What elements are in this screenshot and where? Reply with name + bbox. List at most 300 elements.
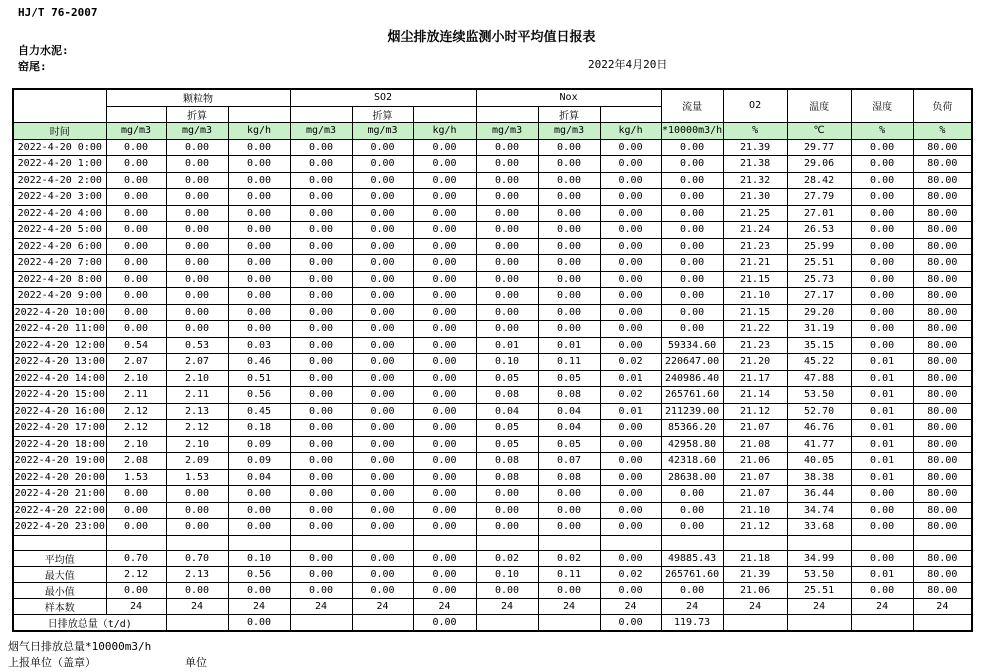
- value-cell: 0.00: [228, 255, 290, 272]
- value-cell: 21.21: [723, 255, 787, 272]
- value-cell: 2.13: [166, 403, 228, 420]
- empty-cell: [413, 535, 476, 550]
- value-cell: 28638.00: [661, 469, 723, 486]
- value-cell: 21.07: [723, 469, 787, 486]
- value-cell: 80.00: [913, 271, 972, 288]
- summary-value-cell: 24: [166, 598, 228, 614]
- value-cell: 2.11: [166, 387, 228, 404]
- summary-value-cell: 0.00: [228, 582, 290, 598]
- value-cell: 0.00: [851, 304, 913, 321]
- value-cell: 80.00: [913, 436, 972, 453]
- value-cell: 0.00: [476, 238, 538, 255]
- value-cell: 0.00: [413, 403, 476, 420]
- table-row: [13, 156, 972, 173]
- empty-cell: [106, 106, 166, 122]
- time-cell: 2022-4-20 3:00: [13, 189, 106, 206]
- value-cell: 0.00: [661, 238, 723, 255]
- value-cell: 0.00: [228, 502, 290, 519]
- value-cell: 80.00: [913, 222, 972, 239]
- unit-cell: mg/m3: [538, 122, 600, 139]
- group-pm: 颗粒物: [106, 89, 290, 106]
- value-cell: 0.00: [600, 486, 661, 503]
- value-cell: 0.00: [600, 453, 661, 470]
- value-cell: 0.00: [228, 222, 290, 239]
- group-load: 负荷: [913, 89, 972, 122]
- summary-value-cell: 265761.60: [661, 566, 723, 582]
- value-cell: 59334.60: [661, 337, 723, 354]
- table-row: [13, 420, 972, 437]
- table-row: [13, 436, 972, 453]
- value-cell: 47.88: [787, 370, 851, 387]
- value-cell: 0.00: [476, 271, 538, 288]
- value-cell: 2.07: [166, 354, 228, 371]
- summary-value-cell: 0.00: [352, 550, 413, 566]
- value-cell: 0.00: [600, 172, 661, 189]
- value-cell: 0.00: [600, 519, 661, 536]
- unit-cell: %: [913, 122, 972, 139]
- header-units-row: [13, 122, 972, 139]
- value-cell: 0.00: [166, 502, 228, 519]
- value-cell: 0.00: [290, 271, 352, 288]
- table-row: [13, 370, 972, 387]
- value-cell: 80.00: [913, 304, 972, 321]
- value-cell: 80.00: [913, 172, 972, 189]
- value-cell: 0.45: [228, 403, 290, 420]
- value-cell: 0.00: [851, 271, 913, 288]
- value-cell: 0.00: [352, 519, 413, 536]
- empty-cell: [106, 535, 166, 550]
- value-cell: 42958.80: [661, 436, 723, 453]
- value-cell: 0.00: [106, 205, 166, 222]
- summary-value-cell: 0.00: [352, 566, 413, 582]
- value-cell: 0.00: [290, 337, 352, 354]
- summary-value-cell: 0.00: [166, 582, 228, 598]
- header-group-row: [13, 89, 972, 106]
- value-cell: 29.77: [787, 139, 851, 156]
- value-cell: 0.00: [600, 304, 661, 321]
- empty-cell: [600, 535, 661, 550]
- summary-value-cell: 0.10: [476, 566, 538, 582]
- value-cell: 0.01: [476, 337, 538, 354]
- value-cell: 2.12: [166, 420, 228, 437]
- daily-total-row: [13, 614, 972, 631]
- summary-value-cell: 0.00: [352, 582, 413, 598]
- value-cell: 0.00: [352, 387, 413, 404]
- summary-value-cell: 0.00: [290, 566, 352, 582]
- value-cell: 0.00: [661, 271, 723, 288]
- value-cell: 0.00: [290, 453, 352, 470]
- value-cell: 42318.60: [661, 453, 723, 470]
- value-cell: 21.32: [723, 172, 787, 189]
- value-cell: 0.00: [166, 205, 228, 222]
- summary-value-cell: 0.00: [600, 550, 661, 566]
- table-row: [13, 486, 972, 503]
- daily-total-value-cell: [290, 614, 352, 631]
- value-cell: 0.00: [166, 189, 228, 206]
- summary-value-cell: 2.13: [166, 566, 228, 582]
- value-cell: 0.00: [166, 222, 228, 239]
- table-row: [13, 172, 972, 189]
- value-cell: 0.00: [228, 156, 290, 173]
- value-cell: 21.39: [723, 139, 787, 156]
- value-cell: 0.08: [538, 469, 600, 486]
- time-cell: 2022-4-20 13:00: [13, 354, 106, 371]
- time-cell: 2022-4-20 23:00: [13, 519, 106, 536]
- value-cell: 0.01: [851, 403, 913, 420]
- value-cell: 0.00: [106, 304, 166, 321]
- value-cell: 0.05: [538, 370, 600, 387]
- value-cell: 0.46: [228, 354, 290, 371]
- table-row: [13, 205, 972, 222]
- time-cell: 2022-4-20 6:00: [13, 238, 106, 255]
- value-cell: 35.15: [787, 337, 851, 354]
- value-cell: 0.00: [290, 469, 352, 486]
- value-cell: 0.00: [413, 469, 476, 486]
- value-cell: 0.00: [600, 337, 661, 354]
- value-cell: 0.08: [476, 387, 538, 404]
- table-row: [13, 139, 972, 156]
- table-row: [13, 403, 972, 420]
- value-cell: 0.00: [352, 156, 413, 173]
- value-cell: 0.04: [228, 469, 290, 486]
- value-cell: 80.00: [913, 486, 972, 503]
- time-cell: 2022-4-20 19:00: [13, 453, 106, 470]
- value-cell: 52.70: [787, 403, 851, 420]
- value-cell: 240986.40: [661, 370, 723, 387]
- value-cell: 0.00: [413, 486, 476, 503]
- value-cell: 0.00: [290, 354, 352, 371]
- value-cell: 80.00: [913, 321, 972, 338]
- value-cell: 0.00: [538, 238, 600, 255]
- value-cell: 21.08: [723, 436, 787, 453]
- monitoring-table: [12, 88, 973, 632]
- value-cell: 0.00: [476, 172, 538, 189]
- value-cell: 21.23: [723, 337, 787, 354]
- summary-row: [13, 582, 972, 598]
- value-cell: 0.00: [413, 321, 476, 338]
- value-cell: 0.00: [413, 370, 476, 387]
- value-cell: 0.00: [476, 288, 538, 305]
- value-cell: 0.00: [166, 139, 228, 156]
- value-cell: 0.00: [661, 502, 723, 519]
- summary-value-cell: 24: [352, 598, 413, 614]
- time-cell: 2022-4-20 18:00: [13, 436, 106, 453]
- value-cell: 0.00: [661, 222, 723, 239]
- value-cell: 0.00: [600, 255, 661, 272]
- value-cell: 0.00: [413, 436, 476, 453]
- empty-cell: [290, 535, 352, 550]
- value-cell: 21.10: [723, 502, 787, 519]
- value-cell: 0.54: [106, 337, 166, 354]
- value-cell: 0.00: [538, 321, 600, 338]
- unit-cell: kg/h: [413, 122, 476, 139]
- value-cell: 0.01: [538, 337, 600, 354]
- value-cell: 0.00: [413, 304, 476, 321]
- time-cell: 2022-4-20 15:00: [13, 387, 106, 404]
- daily-total-value-cell: 119.73: [661, 614, 723, 631]
- summary-value-cell: 24: [913, 598, 972, 614]
- value-cell: 21.23: [723, 238, 787, 255]
- unit-cell: mg/m3: [106, 122, 166, 139]
- value-cell: 0.00: [476, 205, 538, 222]
- time-header: 时间: [13, 122, 106, 139]
- value-cell: 0.00: [352, 502, 413, 519]
- value-cell: 0.00: [106, 321, 166, 338]
- group-flow: 流量: [661, 89, 723, 122]
- value-cell: 0.00: [290, 436, 352, 453]
- summary-row: [13, 566, 972, 582]
- summary-value-cell: 25.51: [787, 582, 851, 598]
- value-cell: 0.00: [106, 271, 166, 288]
- daily-total-value-cell: [352, 614, 413, 631]
- value-cell: 0.00: [352, 453, 413, 470]
- empty-cell: [538, 535, 600, 550]
- value-cell: 0.00: [600, 189, 661, 206]
- value-cell: 0.00: [661, 321, 723, 338]
- empty-cell: [723, 535, 787, 550]
- value-cell: 29.20: [787, 304, 851, 321]
- summary-value-cell: 21.39: [723, 566, 787, 582]
- value-cell: 0.00: [228, 172, 290, 189]
- table-row: [13, 502, 972, 519]
- empty-cell: [13, 535, 106, 550]
- value-cell: 0.00: [166, 255, 228, 272]
- empty-cell: [166, 535, 228, 550]
- value-cell: 25.51: [787, 255, 851, 272]
- summary-value-cell: 34.99: [787, 550, 851, 566]
- empty-cell: [476, 535, 538, 550]
- value-cell: 0.00: [106, 222, 166, 239]
- value-cell: 0.00: [106, 486, 166, 503]
- value-cell: 0.00: [476, 486, 538, 503]
- summary-value-cell: 24: [538, 598, 600, 614]
- value-cell: 2.12: [106, 403, 166, 420]
- value-cell: 2.10: [166, 436, 228, 453]
- value-cell: 21.24: [723, 222, 787, 239]
- unit-cell: mg/m3: [290, 122, 352, 139]
- time-cell: 2022-4-20 8:00: [13, 271, 106, 288]
- value-cell: 0.00: [106, 238, 166, 255]
- value-cell: 0.00: [413, 453, 476, 470]
- summary-value-cell: 53.50: [787, 566, 851, 582]
- group-so2: SO2: [290, 89, 476, 106]
- summary-value-cell: 0.00: [661, 582, 723, 598]
- value-cell: 0.08: [476, 453, 538, 470]
- value-cell: 34.74: [787, 502, 851, 519]
- value-cell: 80.00: [913, 156, 972, 173]
- empty-cell: [851, 535, 913, 550]
- converted-label: 折算: [538, 106, 600, 122]
- value-cell: 21.12: [723, 403, 787, 420]
- value-cell: 0.00: [352, 139, 413, 156]
- value-cell: 0.00: [166, 271, 228, 288]
- value-cell: 80.00: [913, 453, 972, 470]
- value-cell: 0.00: [851, 255, 913, 272]
- empty-cell: [352, 535, 413, 550]
- time-cell: 2022-4-20 21:00: [13, 486, 106, 503]
- summary-value-cell: 24: [476, 598, 538, 614]
- value-cell: 0.00: [352, 370, 413, 387]
- summary-value-cell: 80.00: [913, 550, 972, 566]
- value-cell: 0.10: [476, 354, 538, 371]
- unit-cell: mg/m3: [352, 122, 413, 139]
- value-cell: 21.15: [723, 271, 787, 288]
- value-cell: 0.00: [413, 519, 476, 536]
- summary-value-cell: 49885.43: [661, 550, 723, 566]
- value-cell: 0.01: [851, 469, 913, 486]
- value-cell: 80.00: [913, 255, 972, 272]
- value-cell: 0.00: [352, 271, 413, 288]
- empty-cell: [661, 535, 723, 550]
- value-cell: 0.00: [413, 354, 476, 371]
- value-cell: 0.00: [106, 255, 166, 272]
- summary-value-cell: 24: [787, 598, 851, 614]
- table-row: [13, 238, 972, 255]
- value-cell: 0.00: [538, 288, 600, 305]
- value-cell: 0.00: [538, 172, 600, 189]
- table-row: [13, 255, 972, 272]
- value-cell: 220647.00: [661, 354, 723, 371]
- summary-value-cell: 0.10: [228, 550, 290, 566]
- value-cell: 0.00: [290, 502, 352, 519]
- value-cell: 80.00: [913, 205, 972, 222]
- value-cell: 0.00: [661, 304, 723, 321]
- summary-label: 最小值: [13, 582, 106, 598]
- value-cell: 0.00: [228, 238, 290, 255]
- value-cell: 0.00: [476, 519, 538, 536]
- summary-value-cell: 0.00: [106, 582, 166, 598]
- page-title: 烟尘排放连续监测小时平均值日报表: [387, 30, 596, 45]
- value-cell: 0.00: [228, 304, 290, 321]
- table-row: [13, 304, 972, 321]
- summary-label: 样本数: [13, 598, 106, 614]
- value-cell: 0.00: [290, 255, 352, 272]
- value-cell: 0.00: [538, 519, 600, 536]
- value-cell: 80.00: [913, 288, 972, 305]
- summary-value-cell: 0.00: [851, 550, 913, 566]
- value-cell: 0.00: [851, 139, 913, 156]
- value-cell: 0.00: [851, 156, 913, 173]
- value-cell: 0.04: [538, 420, 600, 437]
- time-cell: 2022-4-20 16:00: [13, 403, 106, 420]
- value-cell: 21.38: [723, 156, 787, 173]
- value-cell: 0.00: [290, 156, 352, 173]
- summary-value-cell: 2.12: [106, 566, 166, 582]
- converted-label: 折算: [166, 106, 228, 122]
- value-cell: 2.10: [106, 370, 166, 387]
- value-cell: 0.00: [476, 502, 538, 519]
- summary-value-cell: 0.11: [538, 566, 600, 582]
- value-cell: 0.02: [600, 387, 661, 404]
- value-cell: 2.12: [106, 420, 166, 437]
- value-cell: 0.00: [600, 156, 661, 173]
- value-cell: 2.10: [166, 370, 228, 387]
- value-cell: 0.00: [851, 172, 913, 189]
- value-cell: 0.00: [228, 486, 290, 503]
- value-cell: 0.00: [106, 519, 166, 536]
- value-cell: 0.00: [851, 288, 913, 305]
- value-cell: 0.00: [352, 189, 413, 206]
- value-cell: 0.00: [600, 139, 661, 156]
- value-cell: 1.53: [166, 469, 228, 486]
- empty-cell: [228, 535, 290, 550]
- value-cell: 0.01: [851, 387, 913, 404]
- value-cell: 0.00: [290, 288, 352, 305]
- value-cell: 0.00: [228, 189, 290, 206]
- value-cell: 0.00: [538, 189, 600, 206]
- converted-label: 折算: [352, 106, 413, 122]
- time-cell: 2022-4-20 1:00: [13, 156, 106, 173]
- value-cell: 0.00: [290, 519, 352, 536]
- value-cell: 0.00: [851, 519, 913, 536]
- summary-value-cell: 0.00: [538, 582, 600, 598]
- value-cell: 0.00: [106, 172, 166, 189]
- value-cell: 80.00: [913, 420, 972, 437]
- value-cell: 28.42: [787, 172, 851, 189]
- daily-total-value-cell: 0.00: [413, 614, 476, 631]
- table-row: [13, 271, 972, 288]
- value-cell: 21.30: [723, 189, 787, 206]
- value-cell: 25.73: [787, 271, 851, 288]
- value-cell: 0.00: [166, 288, 228, 305]
- value-cell: 0.00: [413, 238, 476, 255]
- summary-value-cell: 24: [290, 598, 352, 614]
- time-header-spacer: [13, 89, 106, 122]
- empty-cell: [787, 535, 851, 550]
- value-cell: 0.08: [476, 469, 538, 486]
- value-cell: 25.99: [787, 238, 851, 255]
- value-cell: 0.01: [851, 453, 913, 470]
- summary-value-cell: 0.02: [476, 550, 538, 566]
- value-cell: 0.00: [538, 205, 600, 222]
- table-row: [13, 519, 972, 536]
- time-cell: 2022-4-20 9:00: [13, 288, 106, 305]
- value-cell: 0.00: [413, 189, 476, 206]
- summary-value-cell: 0.70: [166, 550, 228, 566]
- value-cell: 0.00: [661, 205, 723, 222]
- value-cell: 0.01: [851, 436, 913, 453]
- value-cell: 2.07: [106, 354, 166, 371]
- value-cell: 0.00: [600, 502, 661, 519]
- value-cell: 0.09: [228, 436, 290, 453]
- value-cell: 0.00: [352, 486, 413, 503]
- value-cell: 0.05: [476, 370, 538, 387]
- unit-label: 单位: [185, 656, 207, 669]
- value-cell: 0.00: [166, 321, 228, 338]
- value-cell: 33.68: [787, 519, 851, 536]
- summary-value-cell: 0.00: [851, 582, 913, 598]
- value-cell: 80.00: [913, 139, 972, 156]
- summary-row: [13, 550, 972, 566]
- value-cell: 0.02: [600, 354, 661, 371]
- value-cell: 0.00: [851, 189, 913, 206]
- doc-code: HJ/T 76-2007: [18, 6, 98, 19]
- value-cell: 0.00: [413, 387, 476, 404]
- value-cell: 0.00: [661, 519, 723, 536]
- value-cell: 0.00: [352, 222, 413, 239]
- summary-value-cell: 21.06: [723, 582, 787, 598]
- value-cell: 53.50: [787, 387, 851, 404]
- summary-value-cell: 24: [106, 598, 166, 614]
- empty-cell: [476, 106, 538, 122]
- value-cell: 80.00: [913, 370, 972, 387]
- value-cell: 0.00: [352, 304, 413, 321]
- summary-value-cell: 0.00: [413, 550, 476, 566]
- value-cell: 31.19: [787, 321, 851, 338]
- value-cell: 80.00: [913, 354, 972, 371]
- value-cell: 0.00: [600, 469, 661, 486]
- value-cell: 80.00: [913, 403, 972, 420]
